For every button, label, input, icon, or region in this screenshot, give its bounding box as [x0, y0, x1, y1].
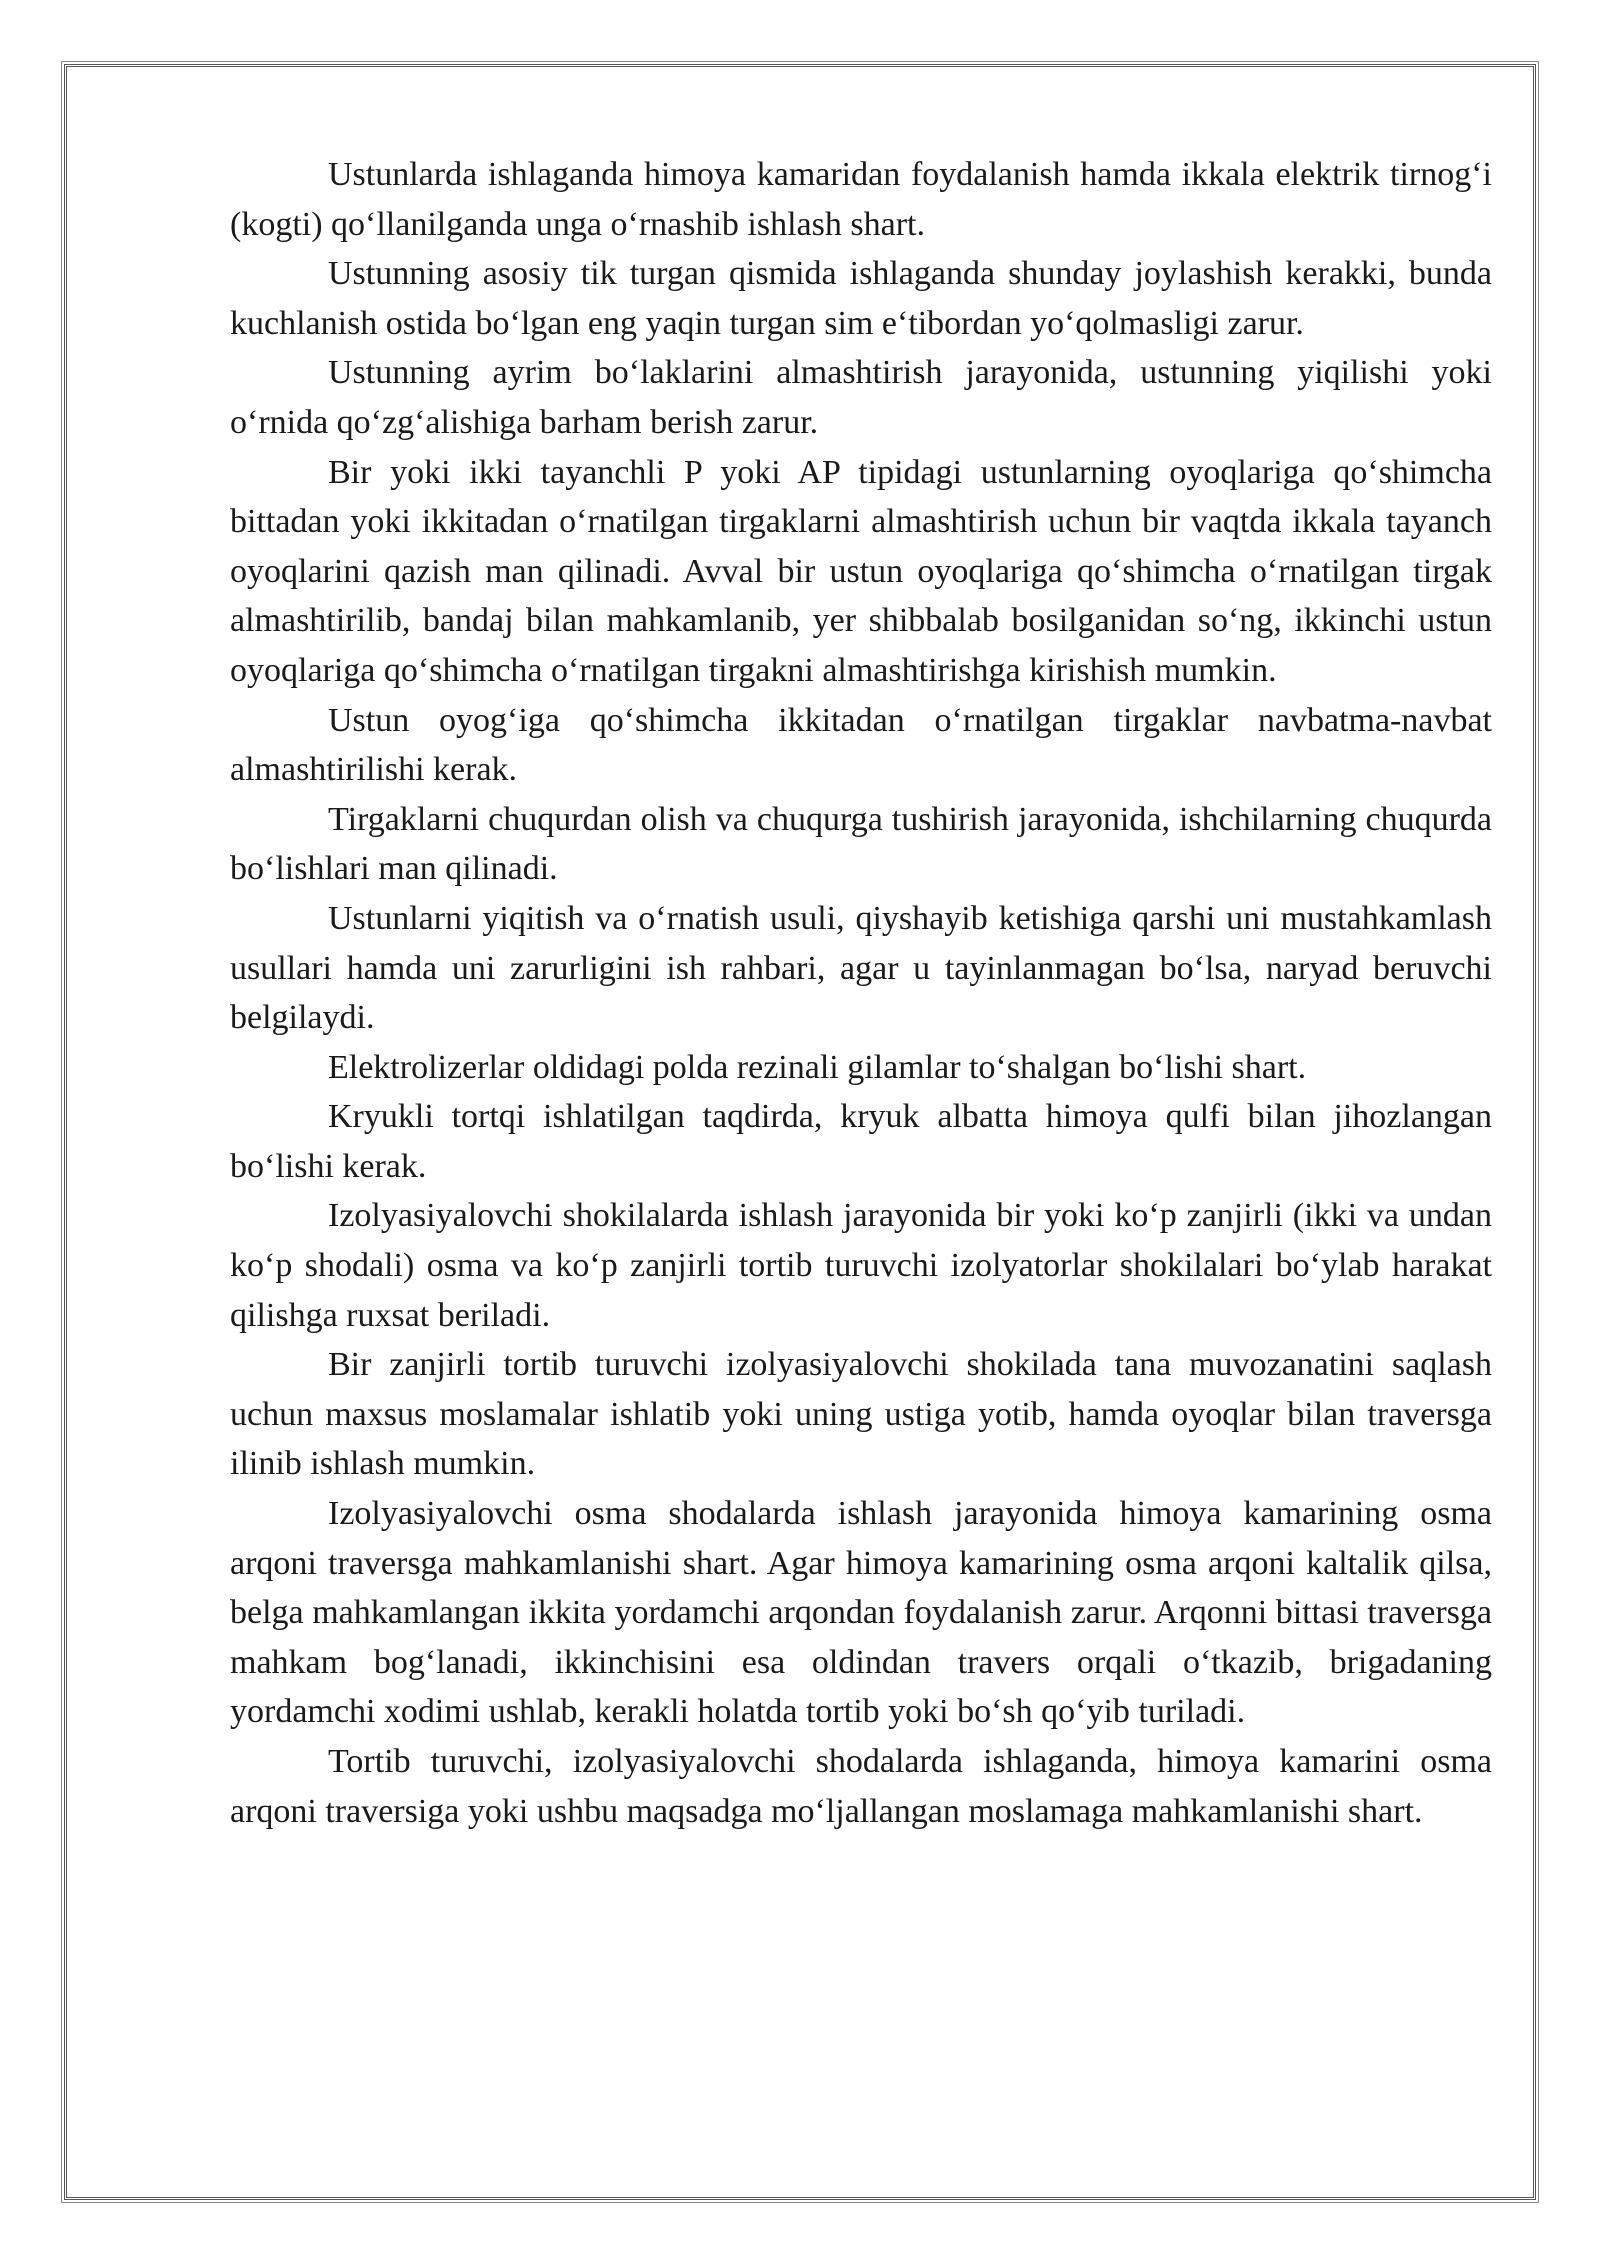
paragraph: Ustunlarni yiqitish va o‘rnatish usuli, qiyshayib ketishiga qarshi uni mustahkamlash usullari hamda uni zarurligini ish rahbari, agar u tayinlanmagan bo‘lsa, naryad beruvchi belgilaydi.	[230, 899, 1492, 1037]
paragraph: Ustunning asosiy tik turgan qismida ishlaganda shunday joylashish kerakki, bunda kuchlanish ostida bo‘lgan eng yaqin turgan sim e‘tibordan yo‘qolmasligi zarur.	[230, 255, 1492, 342]
document-body	[230, 150, 1492, 1836]
paragraph: Ustunning ayrim bo‘laklarini almashtirish jarayonida, ustunning yiqilishi yoki o‘rnida qo‘zg‘alishiga barham berish zarur.	[230, 354, 1492, 441]
paragraph: Bir zanjirli tortib turuvchi izolyasiyalovchi shokilada tana muvozanatini saqlash uchun maxsus moslamalar ishlatib yoki uning ustiga yotib, hamda oyoqlar bilan traversga ilinib ishlash mumkin.	[230, 1346, 1492, 1483]
paragraph: Ustunlarda ishlaganda himoya kamaridan foydalanish hamda ikkala elektrik tirnog‘i (kogti) qo‘llanilganda unga o‘rnashib ishlash shart.	[230, 156, 1492, 243]
paragraph: Kryukli tortqi ishlatilgan taqdirda, kryuk albatta himoya qulfi bilan jihozlangan bo‘lishi kerak.	[230, 1098, 1492, 1185]
paragraph: Izolyasiyalovchi osma shodalarda ishlash jarayonida himoya kamarining osma arqoni traversga mahkamlanishi shart. Agar himoya kamarining osma arqoni kaltalik qilsa, belga mahkamlangan ikkita yordamchi arqondan foydalanish zarur. Arqonni bittasi traversga mahkam bog‘lanadi, ikkinchisini esa oldindan travers orqali o‘tkazib, brigadaning yordamchi xodimi ushlab, kerakli holatda tortib yoki bo‘sh qo‘yib turiladi.	[230, 1495, 1492, 1731]
paragraph: Tirgaklarni chuqurdan olish va chuqurga tushirish jarayonida, ishchilarning chuqurda bo‘lishlari man qilinadi.	[230, 800, 1492, 888]
paragraph: Tortib turuvchi, izolyasiyalovchi shodalarda ishlaganda, himoya kamarini osma arqoni traversiga yoki ushbu maqsadga mo‘ljallangan moslamaga mahkamlanishi shart.	[230, 1743, 1492, 1830]
paragraph: Elektrolizerlar oldidagi polda rezinali gilamlar to‘shalgan bo‘lishi shart.	[328, 1048, 1307, 1086]
paragraph: Ustun oyog‘iga qo‘shimcha ikkitadan o‘rnatilgan tirgaklar navbatma-navbat almashtirilishi kerak.	[230, 701, 1492, 789]
paragraph: Izolyasiyalovchi shokilalarda ishlash jarayonida bir yoki ko‘p zanjirli (ikki va undan ko‘p shodali) osma va ko‘p zanjirli tortib turuvchi izolyatorlar shokilalari bo‘ylab harakat qilishga ruxsat beriladi.	[230, 1197, 1492, 1334]
paragraph: Bir yoki ikki tayanchli P yoki AP tipidagi ustunlarning oyoqlariga qo‘shimcha bittadan yoki ikkitadan o‘rnatilgan tirgaklarni almashtirish uchun bir vaqtda ikkala tayanch oyoqlarini qazish man qilinadi. Avval bir ustun oyoqlariga qo‘shimcha o‘rnatilgan tirgak almashtirilib, bandaj bilan mahkamlanib, yer shibbalab bosilganidan so‘ng, ikkinchi ustun oyoqlariga qo‘shimcha o‘rnatilgan tirgakni almashtirishga kirishish mumkin.	[230, 453, 1492, 689]
